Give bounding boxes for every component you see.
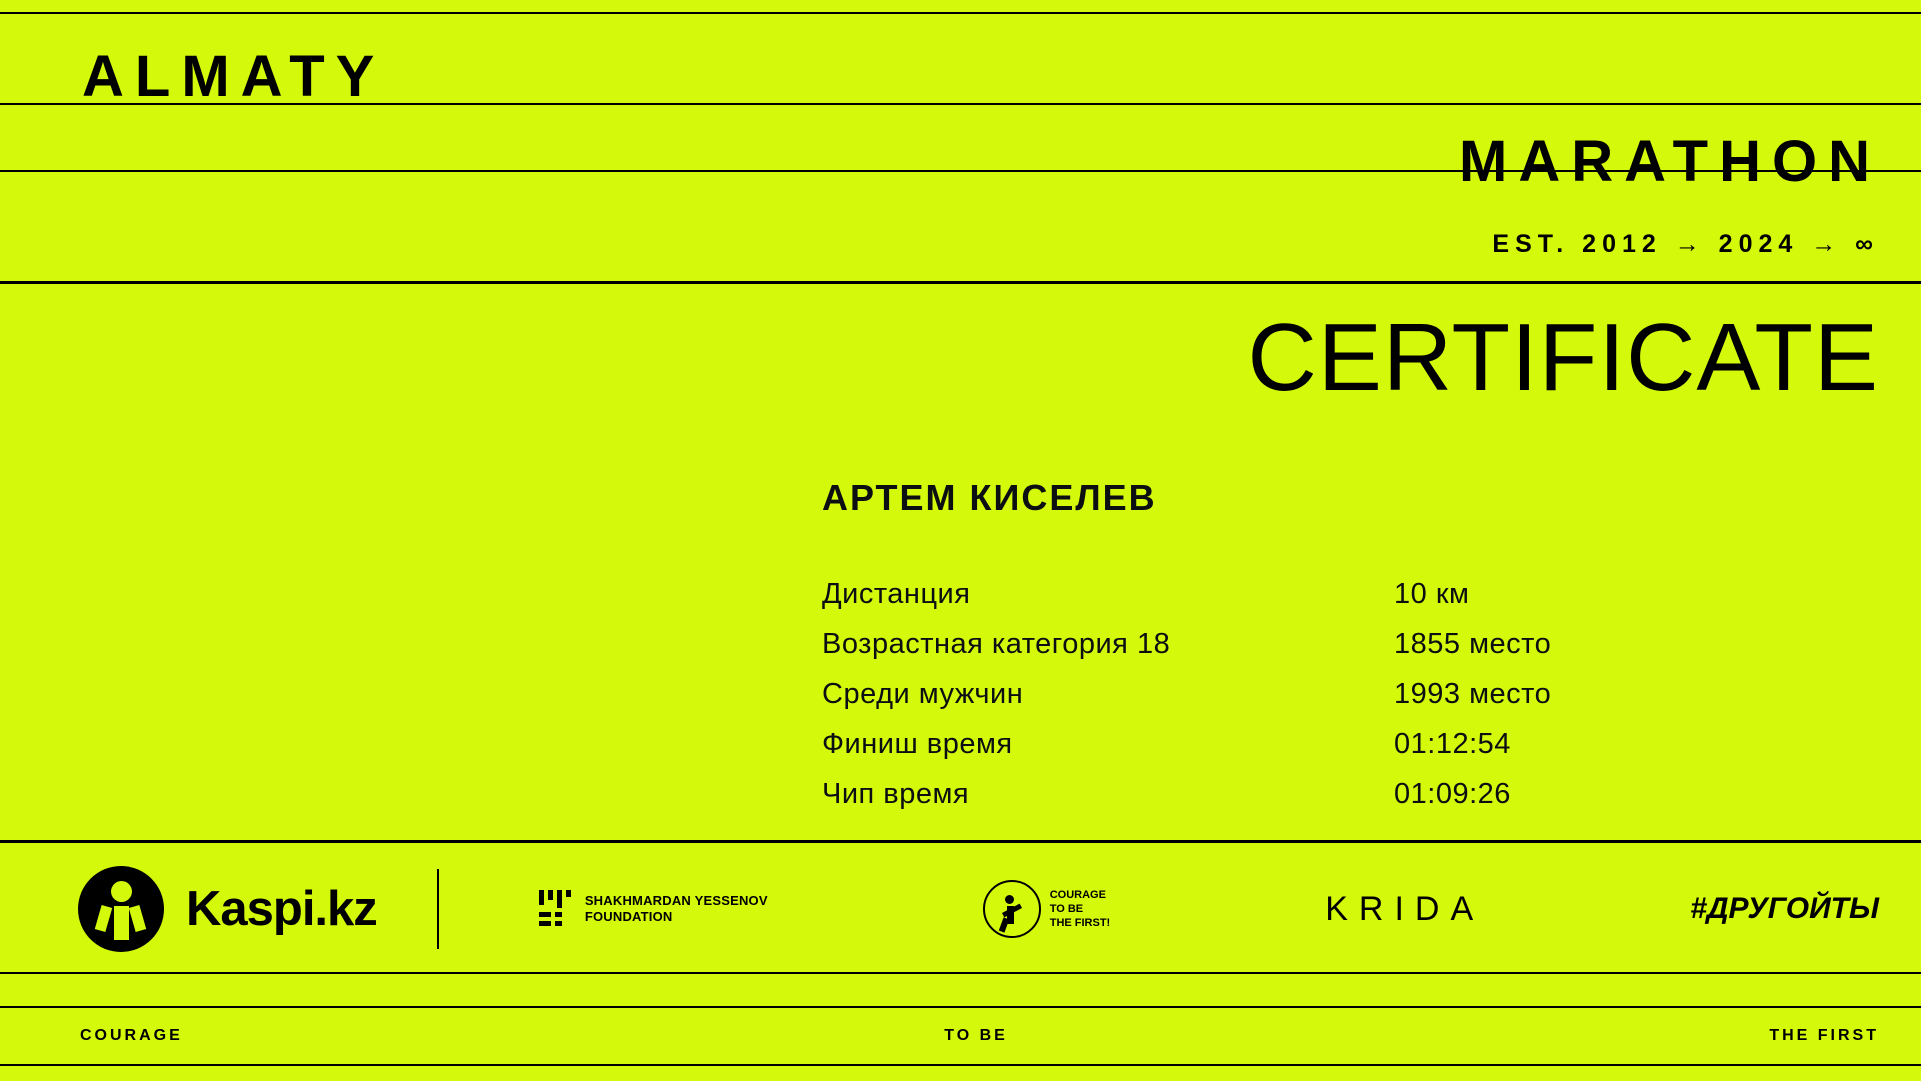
- sponsor-krida: KRIDA: [1325, 889, 1485, 928]
- rule-footer-top: [0, 1006, 1921, 1008]
- rule-footer-bottom: [0, 1064, 1921, 1066]
- detail-label: Чип время: [822, 778, 970, 810]
- kaspi-wordmark: Kaspi.kz: [186, 882, 377, 936]
- athlete-name: АРТЕМ КИСЕЛЕВ: [822, 477, 1157, 518]
- courage-line-2: TO BE: [1049, 902, 1084, 915]
- detail-value: 01:12:54: [1394, 728, 1511, 760]
- detail-row: [822, 678, 1652, 728]
- page-title: CERTIFICATE: [1247, 304, 1879, 411]
- sponsor-yessenov-foundation: [539, 890, 768, 928]
- certificate-header: [0, 0, 1921, 285]
- brand-almaty: ALMATY: [82, 44, 386, 109]
- kaspi-logo-icon: [78, 866, 164, 952]
- detail-row: [822, 578, 1652, 628]
- yessenov-line-1: SHAKHMARDAN YESSENOV: [584, 892, 768, 908]
- sponsor-drugoyty: #ДРУГОЙТЫ: [1690, 892, 1879, 925]
- courage-line-1: COURAGE: [1049, 888, 1106, 901]
- detail-label: Возрастная категория 18: [822, 628, 1171, 660]
- certificate-footer: [0, 1010, 1921, 1062]
- established-line: EST. 2012 → 2024 → ∞: [1492, 230, 1879, 258]
- sponsor-kaspi: [78, 866, 377, 952]
- footer-text-center: TO BE: [944, 1027, 1008, 1044]
- sponsor-divider: [437, 869, 439, 949]
- rule-sponsors-top: [0, 840, 1921, 843]
- result-details: [822, 578, 1652, 828]
- detail-label: Дистанция: [822, 578, 971, 610]
- footer-text-right: THE FIRST: [1769, 1027, 1879, 1044]
- detail-value: 10 км: [1394, 578, 1470, 610]
- yessenov-wordmark: [585, 893, 768, 926]
- detail-label: Финиш время: [822, 728, 1013, 760]
- detail-value: 01:09:26: [1394, 778, 1511, 810]
- detail-row: [822, 628, 1652, 678]
- courage-line-3: THE FIRST!: [1049, 917, 1111, 930]
- yessenov-bars-icon: [539, 890, 573, 928]
- yessenov-line-2: FOUNDATION: [584, 909, 673, 924]
- sponsor-row: [0, 845, 1921, 973]
- sponsor-corporate-fund: [983, 880, 1111, 938]
- corporate-fund-wordmark: [1050, 888, 1111, 931]
- footer-text-left: COURAGE: [80, 1027, 183, 1044]
- detail-value: 1993 место: [1394, 678, 1552, 710]
- detail-label: Среди мужчин: [822, 678, 1024, 710]
- detail-row: [822, 728, 1652, 778]
- brand-marathon: MARATHON: [1459, 129, 1881, 194]
- detail-value: 1855 место: [1394, 628, 1552, 660]
- detail-row: [822, 778, 1652, 828]
- corporate-fund-icon: [983, 880, 1041, 938]
